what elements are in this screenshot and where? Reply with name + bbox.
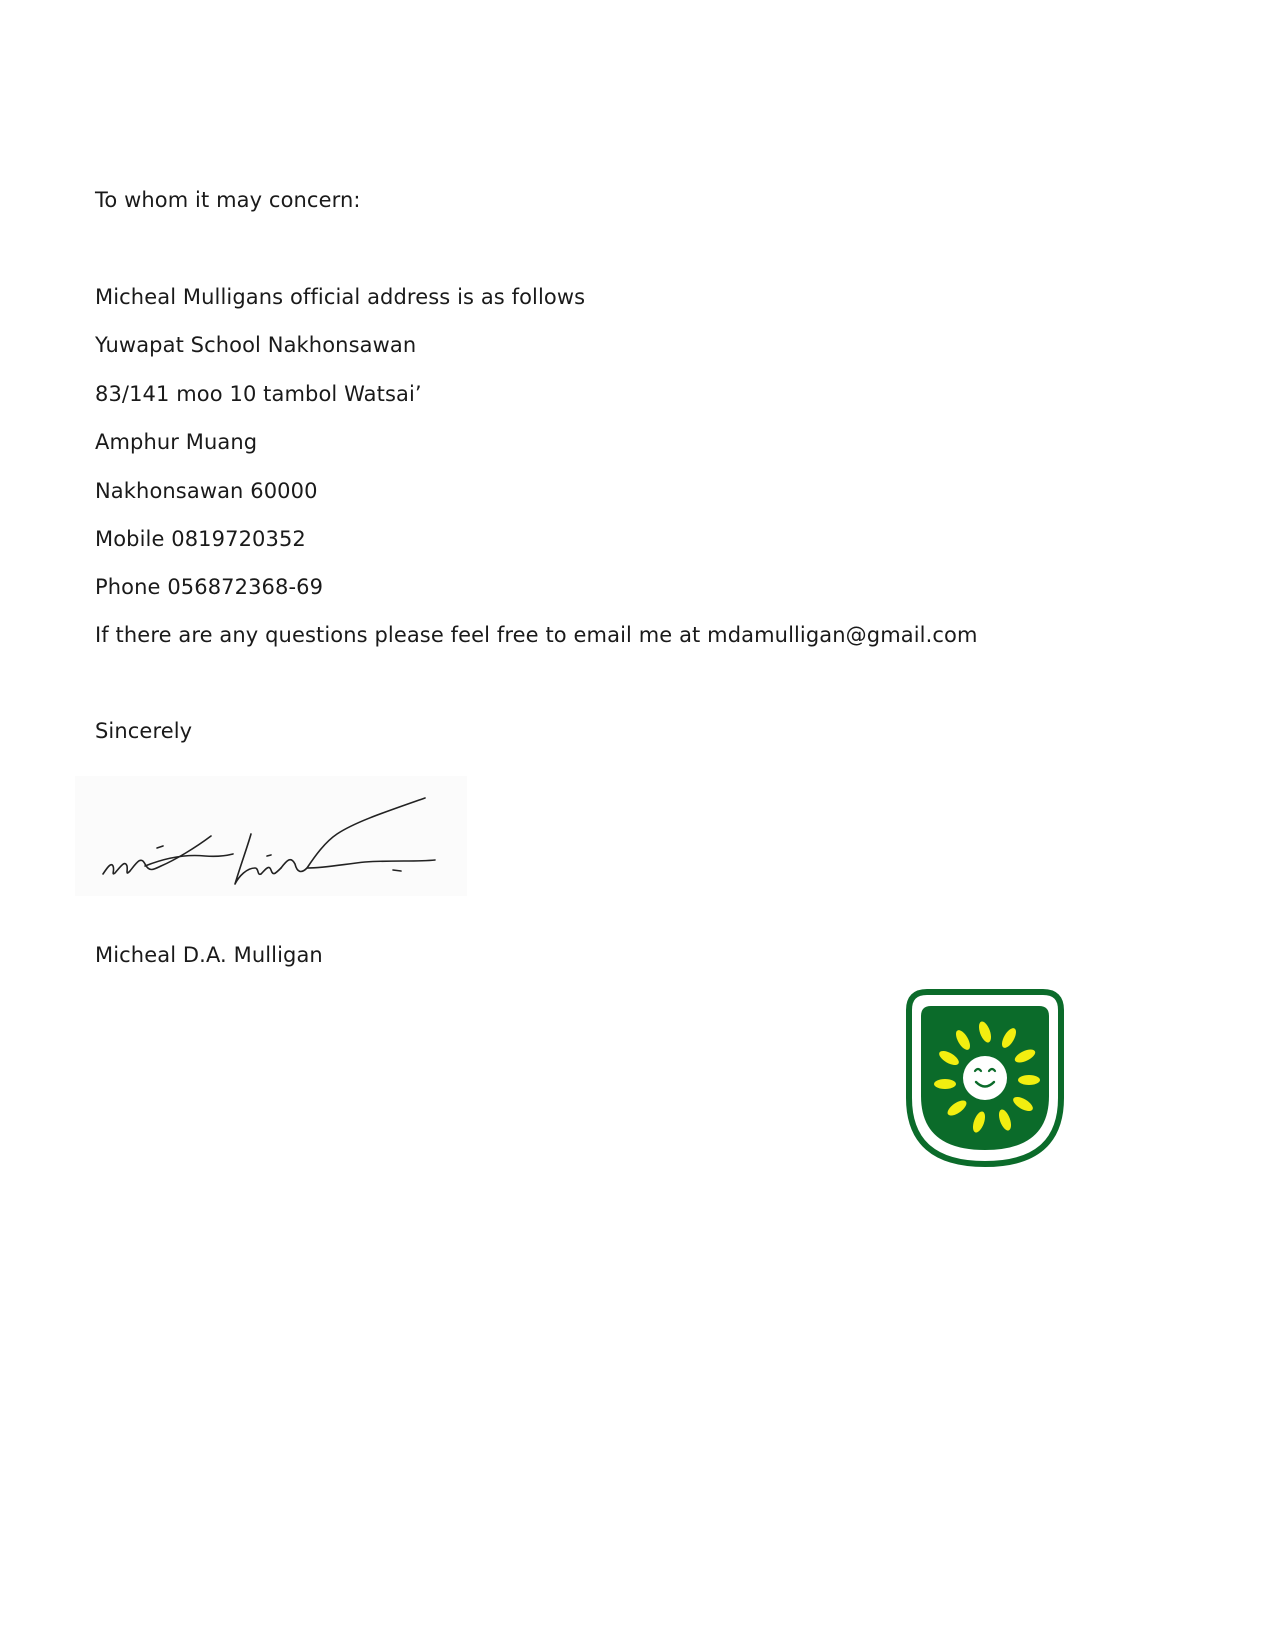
mobile-line: Mobile 0819720352: [95, 527, 306, 551]
school-logo-icon: [905, 988, 1065, 1168]
address-line-school: Yuwapat School Nakhonsawan: [95, 333, 417, 357]
address-line-district: Amphur Muang: [95, 430, 258, 454]
contact-note: If there are any questions please feel free to email me at mdamulligan@gmail.com: [95, 623, 978, 647]
address-line-city: Nakhonsawan 60000: [95, 479, 318, 503]
salutation: To whom it may concern:: [95, 188, 361, 212]
address-line-street: 83/141 moo 10 tambol Watsai’: [95, 382, 422, 406]
signer-name: Micheal D.A. Mulligan: [95, 943, 323, 967]
closing: Sincerely: [95, 719, 193, 743]
phone-line: Phone 056872368-69: [95, 575, 324, 599]
intro-line: Micheal Mulligans official address is as follows: [95, 285, 586, 309]
handwritten-signature: [75, 776, 467, 896]
